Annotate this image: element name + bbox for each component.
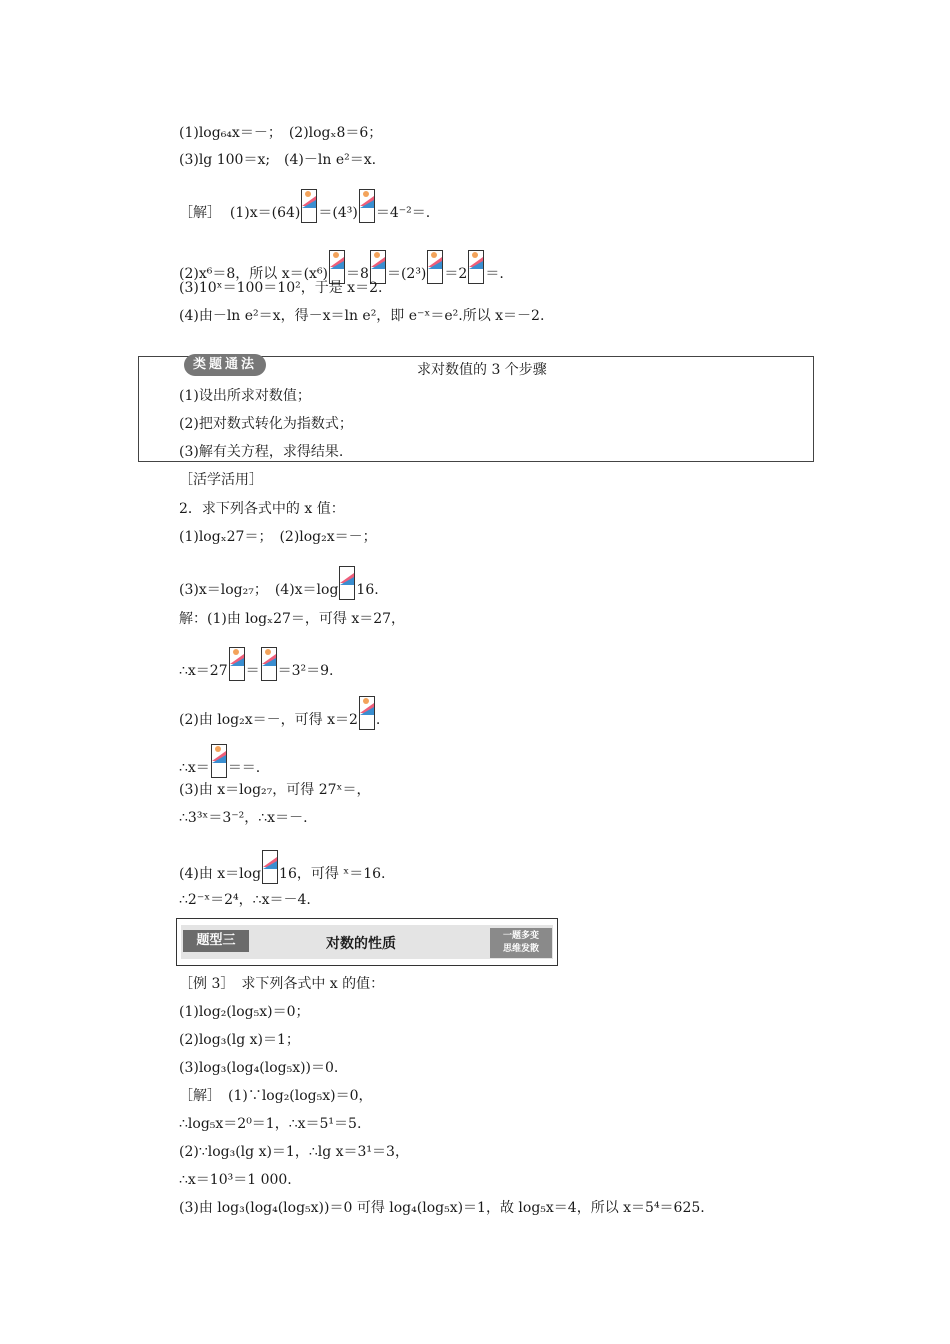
question-line: (1)logₓ27＝； (2)log₂x＝－；	[179, 529, 377, 545]
text: 16.	[356, 582, 379, 598]
method-tag: 类题通法	[184, 354, 266, 376]
solution-line: (3)由 x＝log₂₇，可得 27ˣ＝，	[179, 782, 371, 798]
text: ＝	[245, 663, 260, 679]
fraction-image-icon	[261, 647, 277, 681]
solution-line	[179, 647, 334, 681]
text: ＝2	[444, 266, 468, 282]
practice-question-title: 2．求下列各式中的 x 值：	[179, 501, 345, 517]
text: ＝8	[346, 266, 369, 282]
question-line: (3)lg 100＝x; (4)－ln e²＝x.	[179, 152, 377, 168]
solution-line: (4)由－ln e²＝x，得－x＝ln e²，即 e⁻ˣ＝e².所以 x＝－2.	[179, 308, 545, 324]
fraction-image-icon	[359, 696, 375, 730]
question-line: (3)log₃(log₄(log₅x))＝0.	[179, 1060, 339, 1076]
text: ∴x＝	[179, 760, 210, 776]
solution-line: ∴2⁻ˣ＝2⁴，∴x＝－4.	[179, 892, 311, 908]
section-title: 对数的性质	[326, 936, 396, 952]
text: ＝4⁻²＝.	[375, 205, 431, 221]
question-line: (1)log₆₄x＝－； (2)logₓ8＝6；	[179, 125, 383, 141]
method-title: 求对数值的 3 个步骤	[417, 362, 547, 378]
method-step: (1)设出所求对数值；	[179, 388, 311, 404]
text: ＝＝.	[227, 760, 261, 776]
practice-label: ［活学活用］	[179, 472, 263, 488]
fraction-image-icon	[262, 850, 278, 884]
text: .	[375, 712, 381, 728]
solution-line: ∴x＝10³＝1 000.	[179, 1172, 292, 1188]
fraction-image-icon	[468, 250, 484, 284]
text: (3)x＝log₂₇； (4)x＝log	[179, 582, 339, 598]
fraction-image-icon	[301, 189, 317, 223]
text: (2)x⁶＝8，所以 x＝(x⁶)	[179, 266, 329, 282]
solution-line: 解：(1)由 logₓ27＝，可得 x＝27，	[179, 611, 406, 627]
solution-label: ［解］	[179, 205, 221, 221]
fraction-image-icon	[339, 566, 355, 600]
question-line: (1)log₂(log₅x)＝0；	[179, 1004, 310, 1020]
fraction-image-icon	[211, 744, 227, 778]
text: (4)由 x＝log	[179, 866, 262, 882]
fraction-image-icon	[229, 647, 245, 681]
text: (2)由 log₂x＝－，可得 x＝2	[179, 712, 358, 728]
solution-line: ∴log₅x＝2⁰＝1，∴x＝5¹＝5.	[179, 1116, 362, 1132]
solution-line	[179, 744, 260, 778]
question-line	[179, 566, 379, 600]
badge-line: 一题多变	[502, 931, 539, 941]
solution-line: ［解］ (1)∵log₂(log₅x)＝0，	[179, 1088, 373, 1104]
method-step: (2)把对数式转化为指数式；	[179, 416, 353, 432]
solution-line: (3)由 log₃(log₄(log₅x))＝0 可得 log₄(log₅x)＝1，故 log₅x＝4，所以 x＝5⁴＝625.	[179, 1200, 705, 1216]
text: ＝.	[485, 266, 504, 282]
fraction-image-icon	[427, 250, 443, 284]
solution-line: (2)∵log₃(lg x)＝1，∴lg x＝3¹＝3，	[179, 1144, 409, 1160]
method-step: (3)解有关方程，求得结果.	[179, 444, 344, 460]
fraction-image-icon	[359, 189, 375, 223]
text: ＝3²＝9.	[277, 663, 334, 679]
solution-line	[179, 850, 386, 884]
text: 16，可得 ˣ＝16.	[279, 866, 386, 882]
question-line: (2)log₃(lg x)＝1；	[179, 1032, 300, 1048]
text: (1)x＝(64)	[229, 205, 301, 221]
text: ＝(4³)	[318, 205, 358, 221]
badge-line: 思维发散	[502, 944, 539, 954]
text: ＝(2³)	[386, 266, 427, 282]
solution-line	[179, 696, 380, 730]
solution-line: ∴3³ˣ＝3⁻²，∴x＝－.	[179, 810, 308, 826]
solution-line	[179, 189, 430, 223]
text: ∴x＝27	[179, 663, 228, 679]
solution-line: (3)10ˣ＝100＝10²，于是 x＝2.	[179, 280, 383, 296]
example-title: ［例 3］ 求下列各式中 x 的值：	[179, 976, 385, 992]
section-label: 题型三	[183, 930, 249, 952]
section-badge	[490, 928, 552, 958]
